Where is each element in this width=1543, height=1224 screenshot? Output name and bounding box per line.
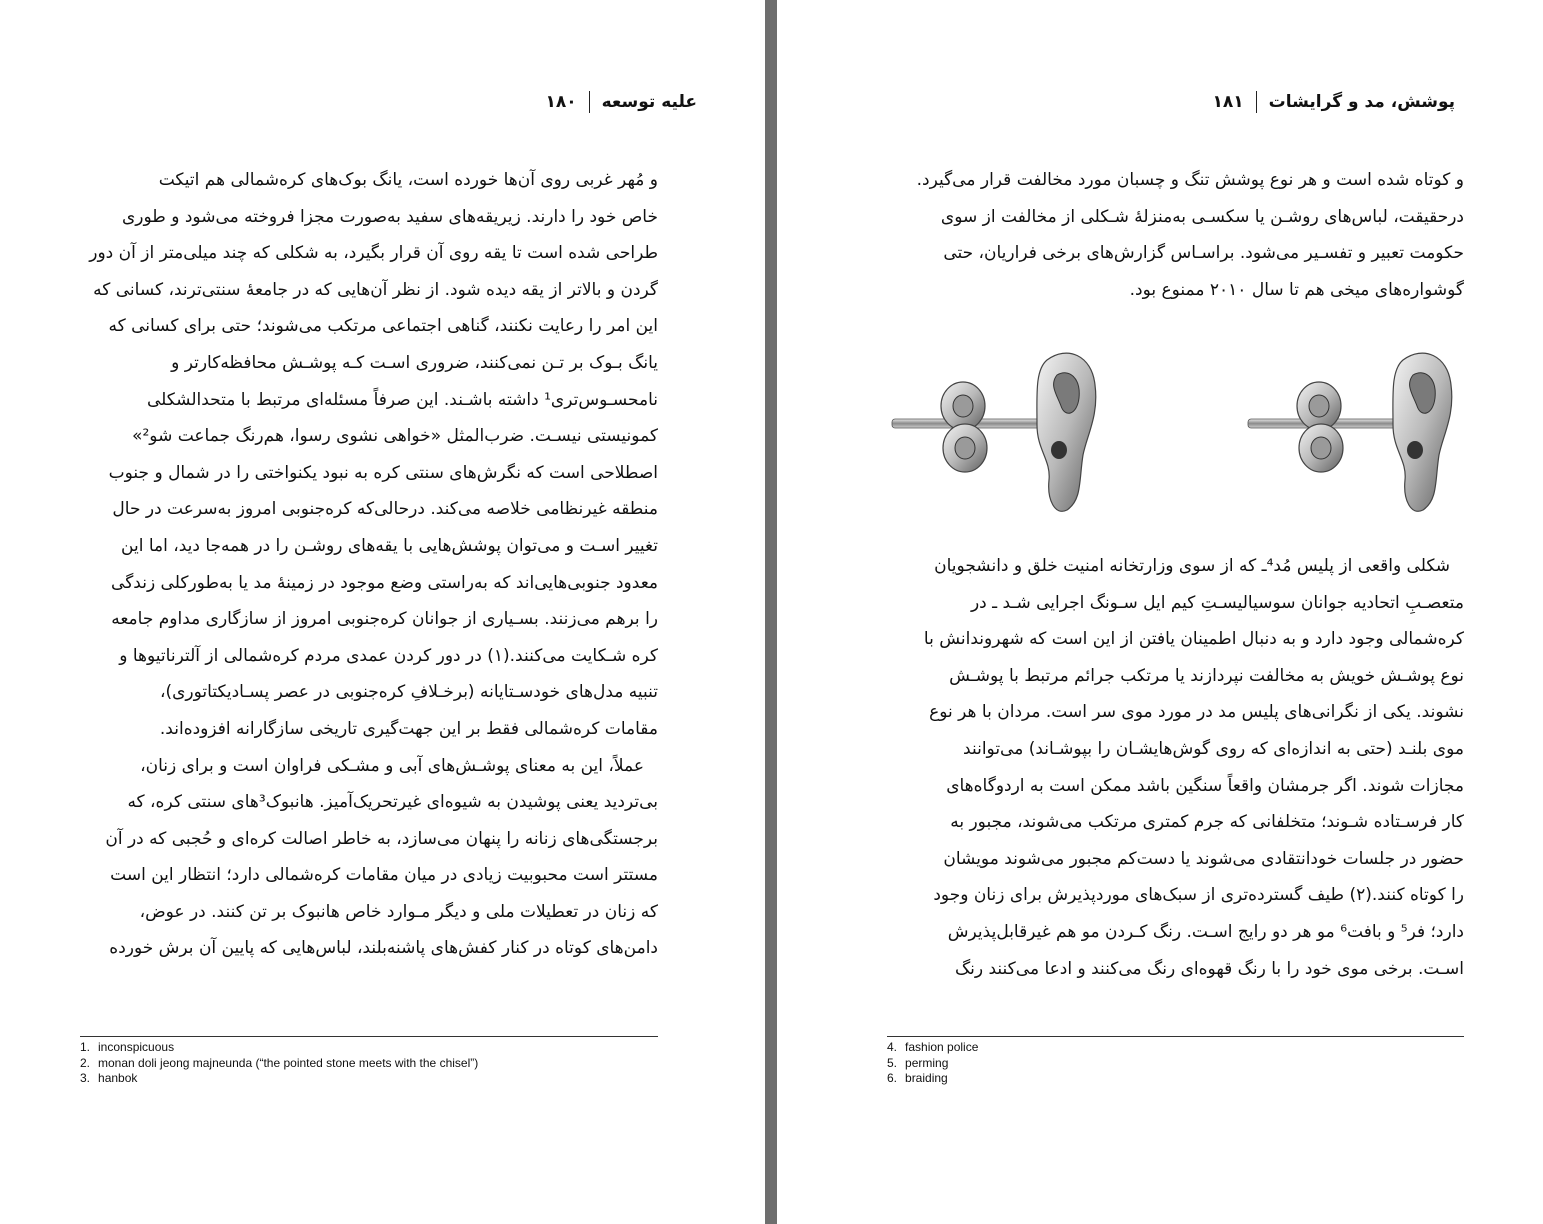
text-line: کره شـکایت می‌کنند.(۱) در دور کردن عمدی مردم کره‌شمالی از آلترناتیوها و [119,645,658,666]
text-line: دامن‌های کوتاه در کنار کفش‌های پاشنه‌بلند، لباس‌هایی که پایین آن برش خورده [109,938,658,959]
text-line: معدود جنوبی‌هایی‌اند که به‌راستی وضع موجود در زمینهٔ مد یا به‌طورکلی زندگی [111,572,658,593]
left-page [0,0,765,1224]
text-line: خاص خود را دارند. زیریقه‌های سفید به‌صورت مجزا فروخته می‌شود و طوری [122,206,658,227]
footnote-text: hanbok [98,1071,138,1085]
footnotes [80,1040,478,1087]
text-line: دارد؛ فر⁵ و بافت⁶ مو هر دو رایج اسـت. رنگ کـردن مو هم غیرقابل‌پذیرش [947,921,1464,942]
footnote-text: fashion police [905,1040,979,1054]
running-title: پوشش، مد و گرایشات [1268,92,1455,112]
footnote-number: 6. [887,1071,898,1085]
text-line: شکلی واقعی از پلیس مُد⁴ـ که از سوی وزارتخانه امنیت خلق و دانشجویان [934,556,1450,576]
text-line: تنبیه مدل‌های خودسـتایانه (برخـلافِ کره‌جنوبی در عصر پسـادیکتاتوری)، [160,682,658,703]
text-line: اسـت. برخی موی خود را با رنگ قهوه‌ای رنگ می‌کنند و ادعا می‌کنند رنگ [954,958,1464,979]
stud-earring-icon [887,340,1117,520]
text-line: نامحسـوس‌تری¹ داشته باشـند. این صرفاً مسئله‌ای مرتبط با متحدالشکلی [147,389,658,410]
footnote-number: 1. [80,1040,91,1054]
footnote-text: braiding [905,1071,948,1085]
text-line: کمونیستی نیسـت. ضرب‌المثل «خواهی نشوی رسوا، هم‌رنگ جماعت شو²» [132,426,658,447]
text-line: مستتر است محبوبیت زیادی در میان مقامات کره‌شمالی دارد؛ انتظار این است [110,865,658,886]
book-spine [765,0,777,1224]
footnote [887,1040,978,1056]
text-line: گردن و بالاتر از یقه دیده شود. از نظر آن‌هایی که در جامعهٔ سنتی‌ترند، کسانی که [93,279,658,300]
text-line: و مُهر غربی روی آن‌ها خورده است، یانگ بوک‌های کره‌شمالی هم اتیکت [158,170,658,190]
text-line: را کوتاه کنند.(۲) طیف گسترده‌تری از سبک‌های موردپذیرش برای زنان وجود [933,885,1464,906]
text-line: منطقه غیرنظامی خلاصه می‌کند. درحالی‌که کره‌جنوبی امروز به‌سرعت در حال [112,499,658,520]
text-line: این امر را رعایت نکنند، گناهی اجتماعی مرتکب می‌شوند؛ حتی برای کسانی که [108,316,658,337]
text-line: برجستگی‌های زنانه را پنهان می‌سازد، به خاطر اصالت کره‌ای و حُجبی که در آن [105,828,658,849]
footnote-rule [887,1036,1464,1037]
text-line: موی بلنـد (حتی به اندازه‌ای که روی گوش‌هایشـان را بپوشـاند) می‌توانند [963,738,1464,759]
running-header [1213,88,1456,116]
footnote-rule [80,1036,658,1037]
text-line: بی‌تردید یعنی پوشیدن به شیوه‌ای غیرتحریک‌آمیز. هانبوک³های سنتی کره، که [127,792,658,813]
footnote-number: 5. [887,1055,898,1070]
header-divider [589,91,590,113]
text-line: اصطلاحی است که نگرش‌های سنتی کره به نبود یکنواختی را در شمال و جنوب [108,462,658,483]
earrings-figure [887,340,1464,520]
text-line: عملاً، این به معنای پوشـش‌های آبی و مشـکی فراوان است و برای زنان، [140,755,644,776]
body-text-bottom [887,548,1464,987]
text-line: تغییر اسـت و می‌توان پوشش‌هایی با یقه‌های روشـن را در همه‌جا دید، اما این [121,535,658,556]
text-line: نوع پوشـش خویش به مخالفت نپردازند یا مرتکب جرائم مرتبط با پوشـش [949,665,1464,686]
text-line: متعصـبِ اتحادیه جوانان سوسیالیسـتِ کیم ایل سـونگ اجرایی شـد ـ در [970,592,1464,613]
right-page [777,0,1543,1224]
footnotes [887,1040,978,1087]
footnote-text: perming [905,1055,949,1070]
text-line: درحقیقت، لباس‌های روشـن یا سکسـی به‌منزلهٔ شـکلی از مخالفت از سوی [940,206,1464,227]
text-line: گوشواره‌های میخی هم تا سال ۲۰۱۰ ممنوع بود. [1129,279,1464,300]
footnote [887,1071,978,1087]
text-line: مقامات کره‌شمالی فقط بر این جهت‌گیری تاریخی سازگارانه افزوده‌اند. [159,718,658,739]
text-line: یانگ بـوک بر تـن نمی‌کنند، ضروری اسـت کـه پوشـش محافظه‌کارتر و [171,352,658,373]
text-line: کار فرسـتاده شـوند؛ متخلفانی که جرم کمتری مرتکب می‌شوند، مجبور به [950,812,1464,833]
text-line: کره‌شمالی وجود دارد و به دنبال اطمینان یافتن از این است که شهروندانش با [923,629,1464,650]
text-line: حضور در جلسات خودانتقادی می‌شوند یا دست‌کم مجبور می‌شوند مویشان [943,848,1464,869]
header-divider [1256,91,1257,113]
footnote-number: 4. [887,1040,898,1054]
running-header [545,88,697,116]
footnote [887,1056,978,1072]
running-title: علیه توسعه [601,92,697,112]
footnote-text: inconspicuous [98,1040,175,1054]
footnote [80,1040,478,1056]
footnote [80,1056,478,1072]
footnote [80,1071,478,1087]
body-text [80,162,658,967]
text-line: که زنان در تعطیلات ملی و دیگر مـوارد خاص هانبوک بر تن کنند. در عوض، [139,901,658,922]
text-line: را برهم می‌زنند. بسـیاری از جوانان کره‌جنوبی امروز از سازگاری مداوم جامعه [111,609,658,630]
page-number: ۱۸۰ [545,92,577,112]
text-line: و کوتاه شده است و هر نوع پوشش تنگ و چسبان مورد مخالفت قرار می‌گیرد. [916,170,1464,190]
stud-earring-icon [1243,340,1473,520]
footnote-number: 3. [80,1071,91,1085]
text-line: نشوند. یکی از نگرانی‌های پلیس مد در مورد موی سر است. مردان با هر نوع [929,702,1464,723]
text-line: حکومت تعبیر و تفسـیر می‌شود. براسـاس گزارش‌های برخی فراریان، حتی [943,243,1464,264]
footnote-text: monan doli jeong majneunda (“the pointed stone meets with the chisel”) [98,1055,479,1070]
footnote-number: 2. [80,1055,91,1070]
body-text-top [887,162,1464,308]
text-line: طراحی شده است تا یقه روی آن قرار بگیرد، به شکلی که چند میلی‌متر از آن دور [89,243,658,264]
page-number: ۱۸۱ [1212,92,1244,112]
text-line: مجازات شوند. اگر جرمشان واقعاً سنگین باشد ممکن است به اردوگاه‌های [946,775,1464,796]
